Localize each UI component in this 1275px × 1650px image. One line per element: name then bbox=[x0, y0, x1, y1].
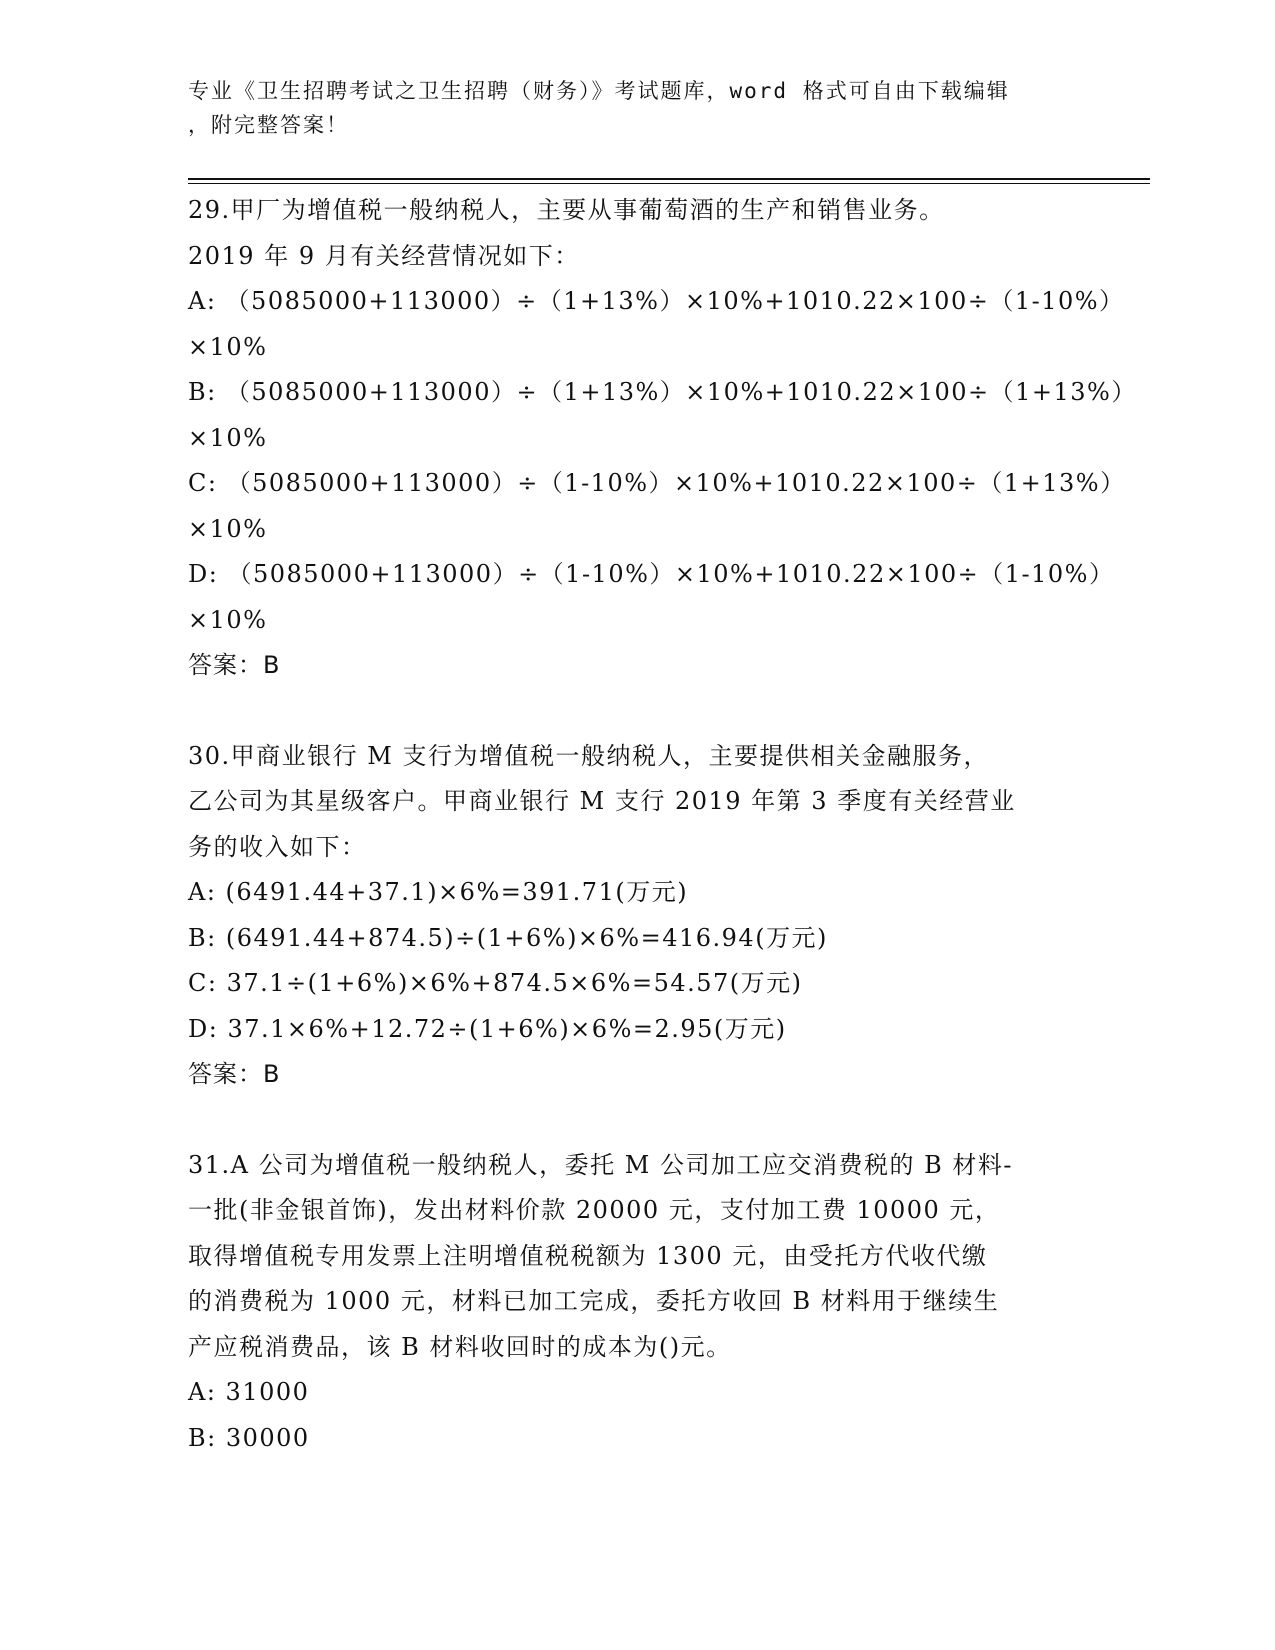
option-c: C: 37.1÷(1+6%)×6%+874.5×6%=54.57(万元) bbox=[188, 969, 803, 997]
document-header bbox=[188, 74, 1088, 142]
question-stem-line: 一批(非金银首饰)，发出材料价款 20000 元，支付加工费 10000 元， bbox=[188, 1196, 1001, 1224]
option-b: B: (6491.44+874.5)÷(1+6%)×6%=416.94(万元) bbox=[188, 923, 828, 952]
question-stem-line: 的消费税为 1000 元，材料已加工完成，委托方收回 B 材料用于继续生 bbox=[188, 1287, 1000, 1315]
question-30 bbox=[188, 734, 1138, 1098]
question-stem-line: 产应税消费品，该 B 材料收回时的成本为()元。 bbox=[188, 1332, 732, 1361]
question-stem-line: 乙公司为其星级客户。甲商业银行 M 支行 2019 年第 3 季度有关经营业 bbox=[188, 787, 1016, 815]
option-a: A: 31000 bbox=[188, 1378, 310, 1406]
header-line-2: ，附完整答案！ bbox=[188, 113, 349, 137]
question-stem-line: 30.甲商业银行 M 支行为增值税一般纳税人，主要提供相关金融服务， bbox=[188, 741, 989, 770]
option-b-continued: ×10% bbox=[188, 423, 268, 452]
option-a: A: （5085000+113000）÷（1+13%）×10%+1010.22×100÷（1-10%） bbox=[188, 287, 1125, 315]
question-stem-line: 31.A 公司为增值税一般纳税人，委托 M 公司加工应交消费税的 B 材料- bbox=[188, 1150, 1013, 1179]
option-a-continued: ×10% bbox=[188, 332, 268, 361]
question-list bbox=[188, 188, 1138, 1461]
option-d: D: （5085000+113000）÷（1-10%）×10%+1010.22×100÷（1-10%） bbox=[188, 560, 1115, 588]
question-stem-line: 29.甲厂为增值税一般纳税人，主要从事葡萄酒的生产和销售业务。 bbox=[188, 196, 945, 224]
question-29 bbox=[188, 188, 1138, 689]
header-divider bbox=[188, 178, 1150, 180]
header-line-1: 专业《卫生招聘考试之卫生招聘（财务）》考试题库，word 格式可自由下载编辑 bbox=[188, 79, 1010, 103]
question-stem-line: 取得增值税专用发票上注明增值税税额为 1300 元，由受托方代收代缴 bbox=[188, 1241, 988, 1270]
header-divider-thin bbox=[188, 183, 1150, 184]
option-b: B: （5085000+113000）÷（1+13%）×10%+1010.22×100÷（1+13%） bbox=[188, 378, 1137, 406]
option-b: B: 30000 bbox=[188, 1423, 310, 1452]
question-31 bbox=[188, 1143, 1138, 1462]
question-stem-line: 2019 年 9 月有关经营情况如下： bbox=[188, 241, 580, 270]
option-c: C: （5085000+113000）÷（1-10%）×10%+1010.22×100÷（1+13%） bbox=[188, 469, 1126, 497]
answer-label: 答案：B bbox=[188, 651, 281, 679]
option-a: A: (6491.44+37.1)×6%=391.71(万元) bbox=[188, 878, 689, 906]
option-d: D: 37.1×6%+12.72÷(1+6%)×6%=2.95(万元) bbox=[188, 1014, 787, 1043]
option-d-continued: ×10% bbox=[188, 605, 268, 634]
question-stem-line: 务的收入如下： bbox=[188, 832, 367, 861]
option-c-continued: ×10% bbox=[188, 514, 268, 543]
answer-label: 答案：B bbox=[188, 1060, 281, 1088]
